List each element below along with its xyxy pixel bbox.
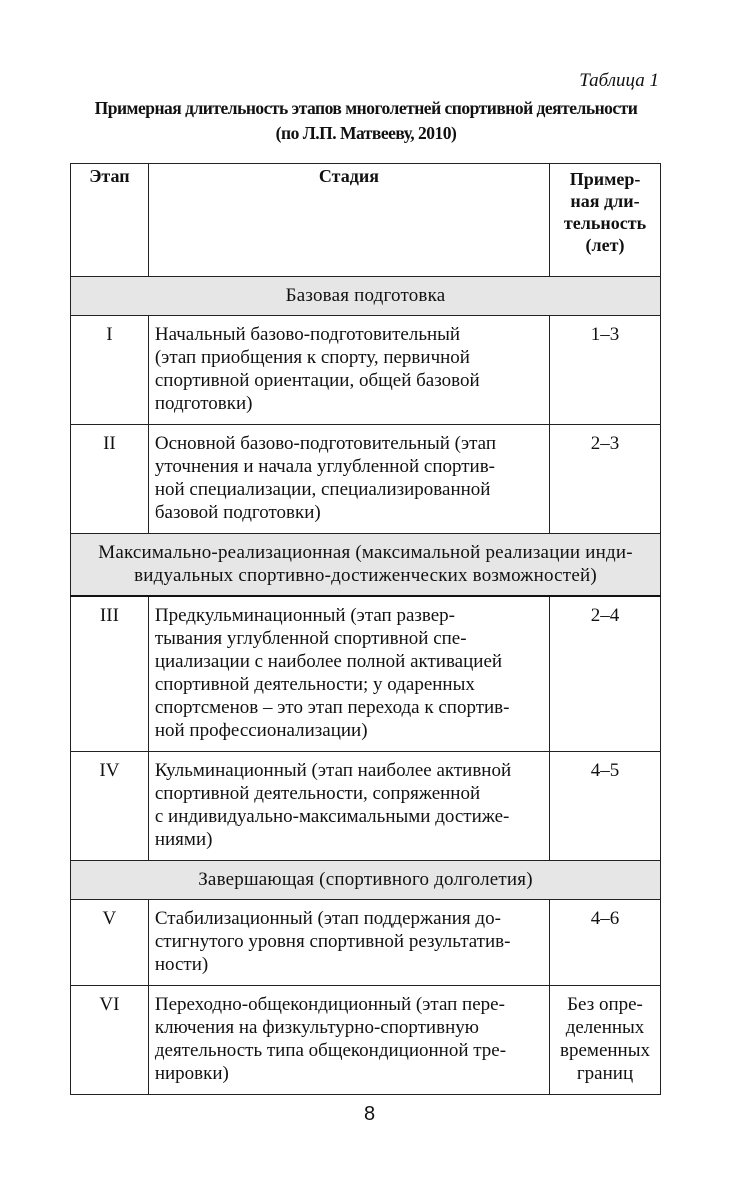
stage-duration: [550, 596, 661, 752]
page-number: 8: [363, 1103, 376, 1125]
table-caption: [70, 96, 662, 146]
desc-line: с индивидуально-максимальными достиже-: [154, 806, 510, 827]
desc-line: спортивной деятельности; у одаренных: [154, 674, 475, 695]
group-title-line: Базовая подготовка: [285, 285, 446, 306]
stage-number: IV: [71, 752, 149, 861]
desc-line: подготовки): [154, 393, 253, 414]
group-row-final: [71, 861, 661, 900]
desc-line: ной профессионализации): [154, 720, 368, 741]
stages-table: [70, 163, 661, 1095]
duration-line: 1–3: [590, 324, 620, 345]
duration-line: 2–3: [590, 433, 620, 454]
group-title: [71, 861, 661, 900]
header-stage: Стадия: [148, 164, 549, 277]
group-row-max-realization: [71, 534, 661, 597]
stage-description: [148, 425, 549, 534]
caption-line-1: Примерная длительность этапов многолетней спортивной деятельности: [94, 98, 638, 118]
duration-line: деленных: [565, 1017, 645, 1038]
stage-description: [148, 752, 549, 861]
desc-line: Переходно-общекондиционный (этап пере-: [154, 994, 505, 1015]
table-row: [71, 986, 661, 1095]
group-title: [71, 534, 661, 597]
desc-line: (этап приобщения к спорту, первичной: [154, 347, 470, 368]
desc-line: спортивной ориентации, общей базовой: [154, 370, 480, 391]
table-row: [71, 596, 661, 752]
stage-description: [148, 900, 549, 986]
stage-number: I: [71, 316, 149, 425]
desc-line: деятельность типа общекондиционной тре-: [154, 1040, 507, 1061]
desc-line: стигнутого уровня спортивной результатив-: [154, 931, 511, 952]
desc-line: ключения на физкультурно-спортивную: [154, 1017, 479, 1038]
desc-line: спортсменов – это этап перехода к спортив-: [154, 697, 510, 718]
desc-line: нировки): [154, 1063, 229, 1084]
desc-line: базовой подготовки): [154, 502, 321, 523]
desc-line: тывания углубленной спортивной спе-: [154, 628, 467, 649]
desc-line: спортивной деятельности, сопряженной: [154, 783, 481, 804]
caption-line-2: (по Л.П. Матвееву, 2010): [275, 123, 457, 143]
desc-line: уточнения и начала углубленной спортив-: [154, 456, 496, 477]
stage-duration: [550, 425, 661, 534]
group-title-line: видуальных спортивно-достиженческих возможностей): [134, 565, 597, 586]
table-row: [71, 900, 661, 986]
stage-description: [148, 596, 549, 752]
duration-line: 4–5: [590, 760, 620, 781]
desc-line: ной специализации, специализированной: [154, 479, 491, 500]
table-row: [71, 752, 661, 861]
desc-line: Кульминационный (этап наиболее активной: [154, 760, 512, 781]
stage-duration: [550, 900, 661, 986]
desc-line: ности): [154, 954, 209, 975]
header-duration-line: (лет): [585, 235, 625, 255]
group-title-line: Максимально-реализационная (максимальной реализации инди-: [98, 542, 633, 563]
duration-line: временных: [560, 1040, 650, 1061]
group-title-line: Завершающая (спортивного долголетия): [198, 869, 533, 890]
group-row-basic: [71, 277, 661, 316]
stage-number: V: [71, 900, 149, 986]
stage-description: [148, 986, 549, 1095]
duration-line: 2–4: [590, 605, 620, 626]
stage-number: VI: [71, 986, 149, 1095]
table-row: [71, 425, 661, 534]
header-row: [71, 164, 661, 277]
duration-line: Без опре-: [567, 994, 643, 1015]
desc-line: циализации с наиболее полной активацией: [154, 651, 503, 672]
header-etap: Этап: [71, 164, 149, 277]
desc-line: Основной базово-подготовительный (этап: [154, 433, 497, 454]
duration-line: 4–6: [590, 908, 620, 929]
group-title: [71, 277, 661, 316]
stage-description: [148, 316, 549, 425]
stage-duration: [550, 316, 661, 425]
header-duration: [550, 164, 661, 277]
stage-duration: [550, 986, 661, 1095]
duration-line: границ: [576, 1063, 634, 1084]
header-duration-line: Пример-: [569, 169, 641, 189]
header-duration-line: ная дли-: [570, 191, 640, 211]
table-label: Таблица 1: [579, 70, 659, 91]
stage-number: III: [71, 596, 149, 752]
desc-line: ниями): [154, 829, 213, 850]
stage-duration: [550, 752, 661, 861]
desc-line: Начальный базово-подготовительный: [154, 324, 461, 345]
header-duration-line: тельность: [563, 213, 647, 233]
table-row: [71, 316, 661, 425]
desc-line: Предкульминационный (этап развер-: [154, 605, 456, 626]
desc-line: Стабилизационный (этап поддержания до-: [154, 908, 501, 929]
stage-number: II: [71, 425, 149, 534]
